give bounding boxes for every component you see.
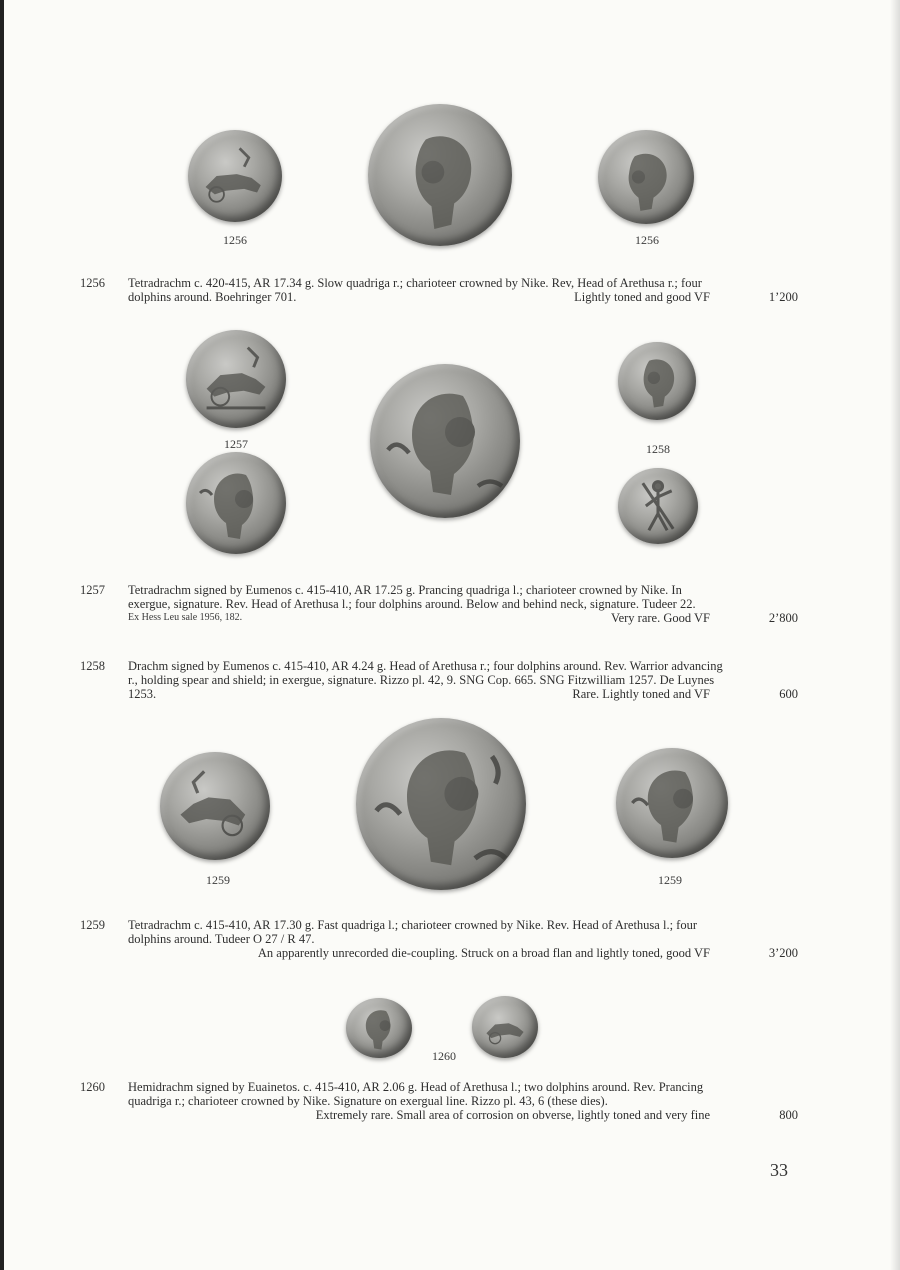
lot-1260-line-3 [128, 1108, 798, 1122]
lot-1257-line-2: exergue, signature. Rev. Head of Arethusa l.; four dolphins around. Below and behind neck, signature. Tudeer 22. [128, 597, 696, 611]
figure-label-1259-left: 1259 [206, 873, 230, 887]
lot-1258-reference-end: 1253. [128, 687, 157, 701]
lot-1259-line-1: Tetradrachm c. 415-410, AR 17.30 g. Fast quadriga l.; charioteer crowned by Nike. Rev. Head of Arethusa l.; four [128, 918, 697, 932]
lot-description-1256 [128, 276, 798, 304]
coin-1257-obverse-image [186, 330, 286, 428]
coin-1257-reverse-small-image [186, 452, 286, 554]
lot-number-1256: 1256 [80, 276, 105, 290]
lot-1260-grade: Extremely rare. Small area of corrosion on obverse, lightly toned and very fine [315, 1108, 710, 1122]
lot-1258-price: 600 [779, 687, 798, 701]
coin-1258-obverse-image [618, 342, 696, 420]
lot-1259-grade: An apparently unrecorded die-coupling. Struck on a broad flan and lightly toned, good VF [257, 946, 710, 960]
lot-description-1257 [128, 583, 798, 625]
lot-1260-line-1: Hemidrachm signed by Euainetos. c. 415-410, AR 2.06 g. Head of Arethusa l.; two dolphins around. Rev. Prancing [128, 1080, 704, 1094]
coin-1258-reverse-image [618, 468, 698, 544]
lot-number-1257: 1257 [80, 583, 105, 597]
lot-1256-price: 1’200 [768, 290, 798, 304]
figure-label-1259-right: 1259 [658, 873, 682, 887]
lot-1256-line-1: Tetradrachm c. 420-415, AR 17.34 g. Slow quadriga r.; charioteer crowned by Nike. Rev, Head of Arethusa r.; four [128, 276, 702, 290]
coin-1259-reverse-small-image [616, 748, 728, 858]
lot-1260-price: 800 [779, 1108, 798, 1122]
lot-1258-line-1: Drachm signed by Eumenos c. 415-410, AR 4.24 g. Head of Arethusa r.; four dolphins around. Rev. Warrior advancing [128, 659, 723, 673]
page-shadow [890, 0, 900, 1270]
coin-1256-obverse-image [188, 130, 282, 222]
lot-description-1260 [128, 1080, 798, 1122]
lot-1259-price: 3’200 [768, 946, 798, 960]
figure-label-1260: 1260 [432, 1049, 456, 1063]
lot-1259-line-2: dolphins around. Tudeer O 27 / R 47. [128, 932, 315, 946]
page-number: 33 [770, 1160, 788, 1180]
lot-1256-reference: dolphins around. Boehringer 701. [128, 290, 297, 304]
figure-label-1258: 1258 [646, 442, 670, 456]
lot-number-1258: 1258 [80, 659, 105, 673]
lot-number-1259: 1259 [80, 918, 105, 932]
lot-1258-grade: Rare. Lightly toned and VF [572, 687, 710, 701]
lot-1257-line-3 [128, 611, 798, 625]
lot-1257-price: 2’800 [768, 611, 798, 625]
lot-1257-grade: Very rare. Good VF [610, 611, 710, 625]
coin-1260-reverse-image [472, 996, 538, 1058]
coin-1256-reverse-image [598, 130, 694, 224]
figure-label-1256-left: 1256 [223, 233, 247, 247]
lot-1260-line-2: quadriga r.; charioteer crowned by Nike. Signature on exergual line. Rizzo pl. 43, 6 (these dies). [128, 1094, 608, 1108]
coin-1259-reverse-large-image [356, 718, 526, 890]
figure-label-1256-right: 1256 [635, 233, 659, 247]
lot-description-1258 [128, 659, 798, 701]
lot-1257-line-1: Tetradrachm signed by Eumenos c. 415-410, AR 17.25 g. Prancing quadriga l.; charioteer crowned by Nike. In [128, 583, 682, 597]
coin-1260-obverse-image [346, 998, 412, 1058]
lot-number-1260: 1260 [80, 1080, 105, 1094]
coin-1256-large-image [368, 104, 512, 246]
page-edge [0, 0, 4, 1270]
lot-1258-line-3 [128, 687, 798, 701]
lot-1259-line-3 [128, 946, 798, 960]
lot-description-1259 [128, 918, 798, 960]
lot-1256-grade: Lightly toned and good VF [574, 290, 710, 304]
lot-1257-provenance: Ex Hess Leu sale 1956, 182. [128, 612, 243, 623]
lot-1258-line-2: r., holding spear and shield; in exergue, signature. Rizzo pl. 42, 9. SNG Cop. 665. SNG Fitzwilliam 1257. De Luynes [128, 673, 715, 687]
figure-label-1257: 1257 [224, 437, 248, 451]
coin-1257-reverse-large-image [370, 364, 520, 518]
lot-1256-line-2 [128, 290, 798, 304]
coin-1259-obverse-image [160, 752, 270, 860]
